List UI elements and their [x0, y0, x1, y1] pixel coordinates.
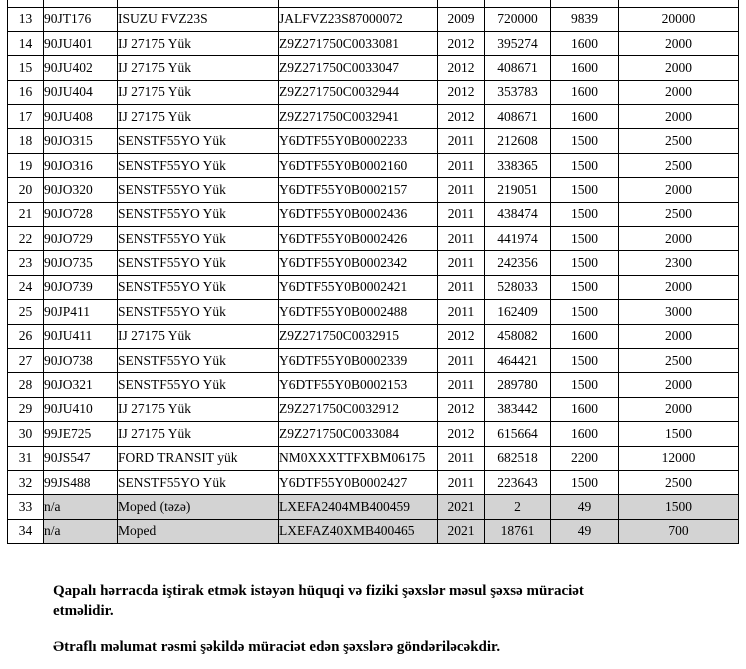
table-cell: Y6DTF55Y0B0002153 — [279, 373, 438, 397]
table-cell: LXEFAZ40XMB400465 — [279, 519, 438, 543]
table-cell: 1500 — [551, 153, 619, 177]
table-cell: 90JO728 — [44, 202, 118, 226]
table-cell: 18761 — [485, 519, 551, 543]
table-cell — [438, 0, 485, 7]
table-cell: 2012 — [438, 80, 485, 104]
table-cell: 682518 — [485, 446, 551, 470]
table-cell: 27 — [8, 348, 44, 372]
table-cell: 1500 — [551, 300, 619, 324]
table-cell: 720000 — [485, 7, 551, 31]
table-row — [8, 275, 739, 299]
table-cell: SENSTF55YO Yük — [118, 348, 279, 372]
table-cell: 2 — [485, 495, 551, 519]
table-row — [8, 348, 739, 372]
table-cell: 2500 — [619, 470, 739, 494]
table-cell: 1500 — [551, 129, 619, 153]
table-cell: IJ 27175 Yük — [118, 31, 279, 55]
table-cell: 615664 — [485, 422, 551, 446]
table-cell: 2011 — [438, 129, 485, 153]
table-cell: 2011 — [438, 251, 485, 275]
table-cell: 99JS488 — [44, 470, 118, 494]
table-cell: 2011 — [438, 153, 485, 177]
table-cell: Y6DTF55Y0B0002342 — [279, 251, 438, 275]
note-line: Qapalı hərracda iştirak etmək istəyən hüquqi və fiziki şəxslər məsul şəxsə müraciət — [53, 583, 584, 600]
table-cell: IJ 27175 Yük — [118, 105, 279, 129]
table-row — [8, 56, 739, 80]
table-cell: Y6DTF55Y0B0002233 — [279, 129, 438, 153]
table-row — [8, 251, 739, 275]
table-cell: 90JU411 — [44, 324, 118, 348]
table-cell: 441974 — [485, 227, 551, 251]
table-cell: 2000 — [619, 105, 739, 129]
table-cell: 2000 — [619, 56, 739, 80]
table-cell: 28 — [8, 373, 44, 397]
table-cell: ISUZU FVZ23S — [118, 7, 279, 31]
table-cell: 24 — [8, 275, 44, 299]
table-cell: Y6DTF55Y0B0002427 — [279, 470, 438, 494]
table-cell — [279, 0, 438, 7]
table-cell: 13 — [8, 7, 44, 31]
table-cell: 90JP411 — [44, 300, 118, 324]
table-row — [8, 422, 739, 446]
table-cell: 2011 — [438, 275, 485, 299]
vehicle-table — [7, 0, 739, 544]
table-cell: 90JU402 — [44, 56, 118, 80]
table-cell: 90JU410 — [44, 397, 118, 421]
table-cell: 1500 — [551, 373, 619, 397]
table-cell: 2300 — [619, 251, 739, 275]
table-cell: 1600 — [551, 80, 619, 104]
table-cell: 338365 — [485, 153, 551, 177]
table-row — [8, 178, 739, 202]
table-cell: FORD TRANSIT yük — [118, 446, 279, 470]
table-cell: 2012 — [438, 31, 485, 55]
table-cell: 2011 — [438, 470, 485, 494]
table-cell: 90JO738 — [44, 348, 118, 372]
table-cell: 408671 — [485, 56, 551, 80]
table-cell: 2000 — [619, 324, 739, 348]
table-row — [8, 7, 739, 31]
note-paragraph-2: Ətraflı məlumat rəsmi şəkildə müraciət edən şəxslərə göndəriləcəkdir. — [53, 639, 501, 656]
table-cell: 22 — [8, 227, 44, 251]
table-cell: 17 — [8, 105, 44, 129]
note-paragraph-1 — [53, 581, 690, 621]
table-cell: 528033 — [485, 275, 551, 299]
table-cell: 90JT176 — [44, 7, 118, 31]
vehicle-table-body — [8, 0, 739, 544]
table-cell: 438474 — [485, 202, 551, 226]
table-cell: 26 — [8, 324, 44, 348]
table-cell: 2021 — [438, 519, 485, 543]
table-cell: 2011 — [438, 227, 485, 251]
table-cell: 1500 — [619, 422, 739, 446]
table-cell: 90JO315 — [44, 129, 118, 153]
table-row — [8, 300, 739, 324]
table-cell: 2011 — [438, 446, 485, 470]
table-cell: 458082 — [485, 324, 551, 348]
table-cell: IJ 27175 Yük — [118, 422, 279, 446]
table-cell: 30 — [8, 422, 44, 446]
table-cell: 2011 — [438, 373, 485, 397]
table-cell: 408671 — [485, 105, 551, 129]
table-cell: 2000 — [619, 31, 739, 55]
table-cell: Y6DTF55Y0B0002160 — [279, 153, 438, 177]
table-cell: 1500 — [551, 348, 619, 372]
table-cell: 2500 — [619, 348, 739, 372]
table-cell: 383442 — [485, 397, 551, 421]
table-cell: SENSTF55YO Yük — [118, 153, 279, 177]
table-row — [8, 202, 739, 226]
table-cell: LXEFA2404MB400459 — [279, 495, 438, 519]
table-cell — [619, 0, 739, 7]
table-cell: 12000 — [619, 446, 739, 470]
table-cell: 90JO321 — [44, 373, 118, 397]
table-cell: Moped — [118, 519, 279, 543]
table-cell: 31 — [8, 446, 44, 470]
table-cell: 700 — [619, 519, 739, 543]
table-cell: Y6DTF55Y0B0002426 — [279, 227, 438, 251]
table-cell: 2500 — [619, 153, 739, 177]
table-cell: SENSTF55YO Yük — [118, 373, 279, 397]
table-cell: 2012 — [438, 422, 485, 446]
table-cell: IJ 27175 Yük — [118, 80, 279, 104]
table-cell: n/a — [44, 495, 118, 519]
table-row — [8, 397, 739, 421]
table-cell: 464421 — [485, 348, 551, 372]
table-cell: 2011 — [438, 202, 485, 226]
table-cell: 25 — [8, 300, 44, 324]
table-cell: Z9Z271750C0033081 — [279, 31, 438, 55]
note-line: etməlidir. — [53, 603, 114, 620]
table-cell: 1500 — [551, 251, 619, 275]
table-cell: 289780 — [485, 373, 551, 397]
table-row — [8, 227, 739, 251]
table-cell: 2500 — [619, 202, 739, 226]
table-cell: 20000 — [619, 7, 739, 31]
table-cell: 353783 — [485, 80, 551, 104]
table-cell: 242356 — [485, 251, 551, 275]
table-cell: Y6DTF55Y0B0002339 — [279, 348, 438, 372]
table-cell: 90JS547 — [44, 446, 118, 470]
table-cell: 90JO316 — [44, 153, 118, 177]
table-cell: 2009 — [438, 7, 485, 31]
table-cell: 219051 — [485, 178, 551, 202]
table-cell: Y6DTF55Y0B0002421 — [279, 275, 438, 299]
table-cell: SENSTF55YO Yük — [118, 202, 279, 226]
table-cell: 19 — [8, 153, 44, 177]
table-cell: SENSTF55YO Yük — [118, 275, 279, 299]
table-row — [8, 324, 739, 348]
table-cell: IJ 27175 Yük — [118, 56, 279, 80]
table-cell: IJ 27175 Yük — [118, 397, 279, 421]
table-cell: 2021 — [438, 495, 485, 519]
table-cell: 2012 — [438, 105, 485, 129]
table-cell: 223643 — [485, 470, 551, 494]
notes-section — [53, 581, 690, 657]
table-cell: 15 — [8, 56, 44, 80]
table-cell: 2000 — [619, 178, 739, 202]
table-cell: 2011 — [438, 178, 485, 202]
table-cell: 2012 — [438, 324, 485, 348]
table-cell: SENSTF55YO Yük — [118, 470, 279, 494]
table-cell: Z9Z271750C0033084 — [279, 422, 438, 446]
table-cell: 90JO320 — [44, 178, 118, 202]
table-cell: Z9Z271750C0032944 — [279, 80, 438, 104]
table-row — [8, 129, 739, 153]
table-cell: 395274 — [485, 31, 551, 55]
table-row — [8, 80, 739, 104]
table-cell — [44, 0, 118, 7]
table-cell: 90JO729 — [44, 227, 118, 251]
table-cell: JALFVZ23S87000072 — [279, 7, 438, 31]
table-cell: 49 — [551, 519, 619, 543]
table-row — [8, 519, 739, 543]
table-cell: 90JU404 — [44, 80, 118, 104]
table-cell: 14 — [8, 31, 44, 55]
table-row — [8, 153, 739, 177]
table-row — [8, 495, 739, 519]
table-cell: 1500 — [551, 202, 619, 226]
table-cell: IJ 27175 Yük — [118, 324, 279, 348]
table-cell: 1500 — [619, 495, 739, 519]
table-cell: n/a — [44, 519, 118, 543]
table-cell: 32 — [8, 470, 44, 494]
table-cell: 1600 — [551, 105, 619, 129]
table-cell: Z9Z271750C0032912 — [279, 397, 438, 421]
table-cell: SENSTF55YO Yük — [118, 129, 279, 153]
table-cell: Y6DTF55Y0B0002488 — [279, 300, 438, 324]
table-cell: Z9Z271750C0032941 — [279, 105, 438, 129]
table-cell: 1500 — [551, 178, 619, 202]
table-row — [8, 470, 739, 494]
table-cell: 1500 — [551, 227, 619, 251]
table-cell: 1500 — [551, 470, 619, 494]
table-cell: Z9Z271750C0033047 — [279, 56, 438, 80]
table-cell: 23 — [8, 251, 44, 275]
table-cell: 2011 — [438, 348, 485, 372]
table-cell: 2012 — [438, 56, 485, 80]
table-cell: 2000 — [619, 397, 739, 421]
table-cell: 29 — [8, 397, 44, 421]
table-cell: 2000 — [619, 373, 739, 397]
table-row — [8, 446, 739, 470]
table-cell — [8, 0, 44, 7]
table-cell — [551, 0, 619, 7]
table-cell: SENSTF55YO Yük — [118, 300, 279, 324]
table-cell: Y6DTF55Y0B0002436 — [279, 202, 438, 226]
table-cell: 90JO739 — [44, 275, 118, 299]
table-cell: 2000 — [619, 80, 739, 104]
table-cell: 16 — [8, 80, 44, 104]
table-cell: 2011 — [438, 300, 485, 324]
table-cell: 1500 — [551, 275, 619, 299]
table-cell: Moped (təzə) — [118, 495, 279, 519]
table-row — [8, 373, 739, 397]
table-cell: 99JE725 — [44, 422, 118, 446]
table-cell: 18 — [8, 129, 44, 153]
table-cell — [118, 0, 279, 7]
table-cell: 1600 — [551, 324, 619, 348]
table-cell: 90JU408 — [44, 105, 118, 129]
table-cell: NM0XXXTTFXBM06175 — [279, 446, 438, 470]
table-cell: 2012 — [438, 397, 485, 421]
table-cell: SENSTF55YO Yük — [118, 251, 279, 275]
table-cell: 21 — [8, 202, 44, 226]
table-cell: 162409 — [485, 300, 551, 324]
table-cell: SENSTF55YO Yük — [118, 227, 279, 251]
table-cell: 1600 — [551, 422, 619, 446]
table-cell: 90JU401 — [44, 31, 118, 55]
table-cell: 3000 — [619, 300, 739, 324]
table-cell: 2200 — [551, 446, 619, 470]
table-cell: 90JO735 — [44, 251, 118, 275]
table-cell: Z9Z271750C0032915 — [279, 324, 438, 348]
table-cell: 2500 — [619, 129, 739, 153]
table-cell: 212608 — [485, 129, 551, 153]
table-cell: SENSTF55YO Yük — [118, 178, 279, 202]
table-cell: Y6DTF55Y0B0002157 — [279, 178, 438, 202]
table-cell: 9839 — [551, 7, 619, 31]
table-cell: 1600 — [551, 397, 619, 421]
table-cell: 49 — [551, 495, 619, 519]
table-cell: 1600 — [551, 31, 619, 55]
table-row — [8, 31, 739, 55]
table-cell — [485, 0, 551, 7]
table-cell: 34 — [8, 519, 44, 543]
table-row — [8, 105, 739, 129]
table-cell: 2000 — [619, 275, 739, 299]
table-cell: 33 — [8, 495, 44, 519]
table-cell: 1600 — [551, 56, 619, 80]
table-cell: 2000 — [619, 227, 739, 251]
cropped-row-top — [8, 0, 739, 7]
table-cell: 20 — [8, 178, 44, 202]
